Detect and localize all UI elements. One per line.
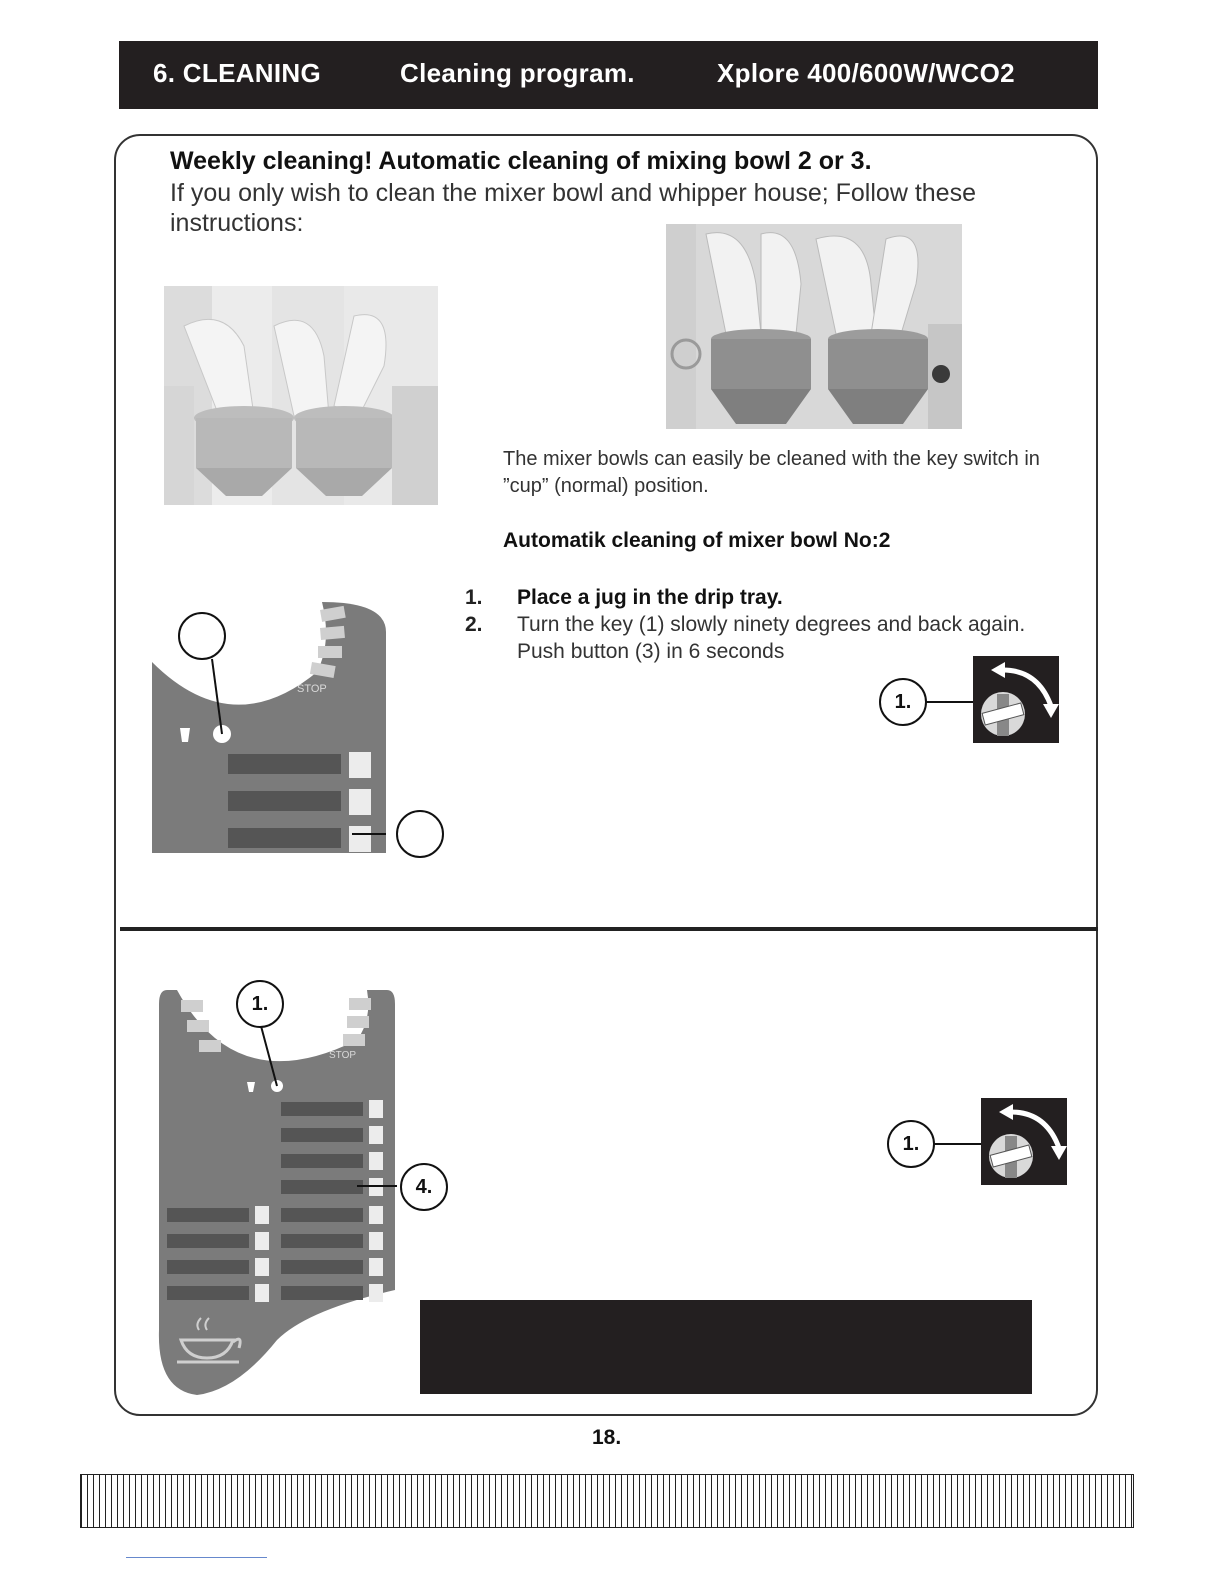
page-number: 18. <box>592 1426 622 1449</box>
automatic-cleaning-subheading: Automatik cleaning of mixer bowl No:2 <box>503 529 891 552</box>
weekly-cleaning-heading: Weekly cleaning! Automatic cleaning of mixing bowl 2 or 3. <box>170 147 872 175</box>
stop-label-bottom: STOP <box>329 1050 357 1061</box>
intro-line-1: If you only wish to clean the mixer bowl and whipper house; Follow these <box>170 179 976 207</box>
key-callout-top: 1. <box>879 678 927 726</box>
footer-barcode-strip <box>80 1474 1134 1528</box>
key-switch-icon <box>973 656 1059 743</box>
panel-callout-button-top <box>396 810 444 858</box>
step-2-text: Turn the key (1) slowly ninety degrees and back again. <box>517 613 1026 636</box>
section-header <box>119 41 1098 109</box>
mixer-bowls-photo-right <box>666 224 962 429</box>
black-info-box <box>420 1300 1032 1394</box>
key-callout-bottom: 1. <box>887 1120 935 1168</box>
key-switch-icon-bottom <box>981 1098 1067 1185</box>
step-1-number: 1. <box>465 586 483 609</box>
section-divider <box>120 927 1098 931</box>
page-title: Cleaning program. <box>400 58 635 88</box>
panel-callout-key-top <box>178 612 226 660</box>
mixer-bowls-photo-left <box>164 286 438 505</box>
panel-callout-key-bottom: 1. <box>236 980 284 1028</box>
model-label: Xplore 400/600W/WCO2 <box>717 58 1015 88</box>
note-line-2: ”cup” (normal) position. <box>503 475 709 497</box>
intro-line-2: instructions: <box>170 209 304 237</box>
section-label: 6. CLEANING <box>153 58 321 88</box>
step-2-number: 2. <box>465 613 483 636</box>
note-line-1: The mixer bowls can easily be cleaned with the key switch in <box>503 448 1040 470</box>
key-callout-top-leader <box>926 701 974 703</box>
footer-blue-line <box>126 1557 267 1558</box>
stop-label-top: STOP <box>297 683 327 695</box>
key-callout-bottom-leader <box>934 1143 982 1145</box>
panel-callout-button-bottom: 4. <box>400 1163 448 1211</box>
step-1-text: Place a jug in the drip tray. <box>517 586 783 609</box>
control-panel-bottom <box>157 990 397 1400</box>
step-2-text-line-2: Push button (3) in 6 seconds <box>517 640 785 663</box>
